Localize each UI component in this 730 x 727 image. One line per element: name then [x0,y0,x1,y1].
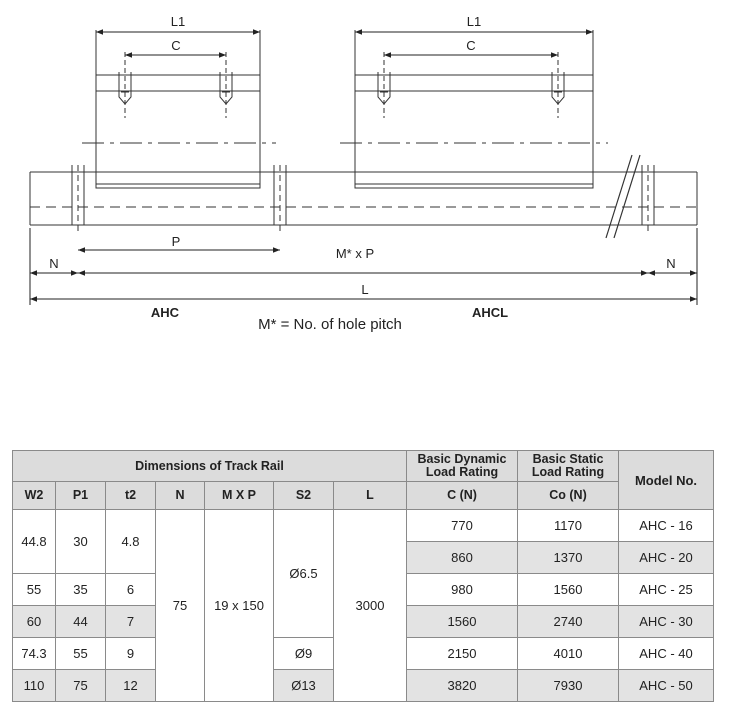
col-c: C (N) [407,482,518,510]
cell-c: 3820 [407,670,518,702]
cell-t2: 12 [106,670,156,702]
cell-n: 75 [156,510,205,702]
cell-co: 1170 [518,510,619,542]
track-rail [30,172,697,225]
label-l1-right: L1 [466,14,482,29]
cell-model: AHC - 20 [619,542,714,574]
series-label-ahcl: AHCL [471,305,509,320]
table-row [13,510,714,542]
cell-model: AHC - 50 [619,670,714,702]
group-header: Dimensions of Track Rail [13,451,407,482]
cell-w2: 44.8 [13,510,56,574]
static-header: Basic Static Load Rating [518,451,619,482]
cell-c: 2150 [407,638,518,670]
cell-s2: Ø6.5 [274,510,334,638]
cell-t2: 9 [106,638,156,670]
col-w2: W2 [13,482,56,510]
label-l1-left: L1 [170,14,186,29]
cell-s2: Ø13 [274,670,334,702]
label-c-left: C [171,38,181,53]
col-s2: S2 [274,482,334,510]
cell-w2: 55 [13,574,56,606]
rail-spec-table [12,450,714,702]
col-mxp: M X P [205,482,274,510]
block-ahcl [340,30,608,188]
cell-l: 3000 [334,510,407,702]
cell-c: 980 [407,574,518,606]
cell-p1: 44 [56,606,106,638]
pitch-note: M* = No. of hole pitch [258,316,402,333]
model-header: Model No. [619,451,714,510]
col-l: L [334,482,407,510]
label-l: L [361,282,369,297]
series-label-ahc: AHC [150,305,180,320]
cell-co: 7930 [518,670,619,702]
col-t2: t2 [106,482,156,510]
cell-mxp: 19 x 150 [205,510,274,702]
rail-drawing [0,0,730,340]
cell-c: 860 [407,542,518,574]
dynamic-header: Basic Dynamic Load Rating [407,451,518,482]
cell-w2: 74.3 [13,638,56,670]
block-ahc [82,30,276,188]
cell-w2: 60 [13,606,56,638]
cell-co: 2740 [518,606,619,638]
cell-p1: 30 [56,510,106,574]
label-n-right: N [666,256,676,271]
col-n: N [156,482,205,510]
cell-s2: Ø9 [274,638,334,670]
rail-holes [72,165,654,232]
break-mark [606,155,640,238]
cell-t2: 7 [106,606,156,638]
label-p: P [171,234,181,249]
cell-p1: 55 [56,638,106,670]
cell-t2: 4.8 [106,510,156,574]
col-co: Co (N) [518,482,619,510]
cell-co: 4010 [518,638,619,670]
cell-model: AHC - 40 [619,638,714,670]
cell-model: AHC - 30 [619,606,714,638]
label-mxp: M* x P [335,246,375,261]
label-c-right: C [466,38,476,53]
cell-c: 770 [407,510,518,542]
cell-model: AHC - 25 [619,574,714,606]
cell-t2: 6 [106,574,156,606]
cell-p1: 35 [56,574,106,606]
cell-p1: 75 [56,670,106,702]
cell-w2: 110 [13,670,56,702]
label-n-left: N [49,256,59,271]
col-p1: P1 [56,482,106,510]
cell-co: 1560 [518,574,619,606]
cell-c: 1560 [407,606,518,638]
cell-co: 1370 [518,542,619,574]
cell-model: AHC - 16 [619,510,714,542]
